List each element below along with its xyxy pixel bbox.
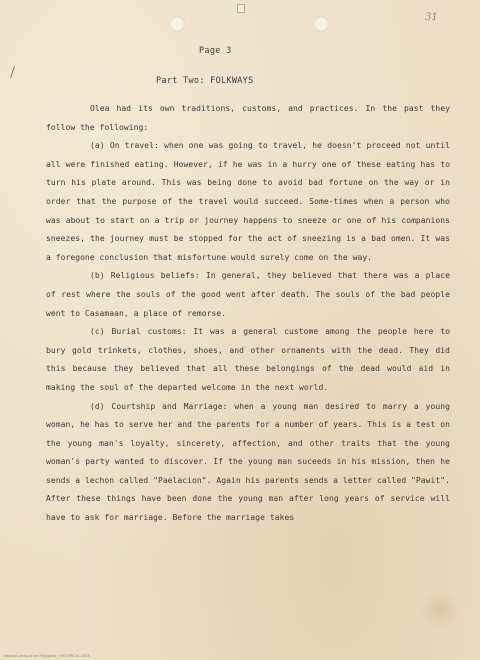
paragraph-religious-beliefs: (b) Religious beliefs: In general, they believed that there was a place of rest where the souls of the good went after death. The souls of the bad people went to Casamaan, a place of remorse.	[46, 271, 450, 318]
paper-stain	[420, 590, 460, 630]
binder-clip	[237, 4, 245, 13]
pencil-page-number: 31	[425, 12, 438, 23]
margin-mark	[10, 66, 15, 78]
footer-credit: National Library of the Philippines · HISTORICAL DATA	[4, 654, 90, 658]
paragraph-intro: Olea had its own traditions, customs, and practices. In the past they follow the following:	[46, 104, 450, 132]
document-body	[46, 100, 450, 528]
part-heading: Part Two: FOLKWAYS	[156, 76, 254, 86]
paragraph-burial-customs: (c) Burial customs: It was a general custome among the people here to bury gold trinkets, clothes, shoes, and other ornaments with the dead. They did this because they believed that all these belongings of the dead would aid in making the soul of the departed welcome in the next world.	[46, 327, 450, 392]
page-heading: Page 3	[199, 46, 232, 56]
paragraph-travel: (a) On travel: when one was going to travel, he doesn't proceed not until all were finished eating. However, if he was in a hurry one of these eating has to turn his plate around. This was being done to avoid bad fortune on the way or in order that the purpose of the travel would succeed. Some-times when a person who was about to start on a trip or journey happens to sneeze or one of his companions sneezes, the journey must be stopped for the act of sneezing is a bad omen. It was a foregone conclusion that misfortune would surely come on the way.	[46, 141, 450, 262]
paragraph-courtship-marriage: (d) Courtship and Marriage: when a young man desired to marry a young woman, he has to serve her and the parents for a number of years. This is a test on the young man's loyalty, sincerety, affection, and other traits that the young woman's party wanted to discover. If the young man suceeds in his mission, then he sends a lechon called "Paelacion". Again his parents sends a letter called "Pawit". After these things have been done the young man after long years of service will have to ask for marriage. Before the marriage takes	[46, 401, 450, 523]
punch-hole-left	[169, 16, 185, 32]
punch-hole-right	[313, 16, 329, 32]
